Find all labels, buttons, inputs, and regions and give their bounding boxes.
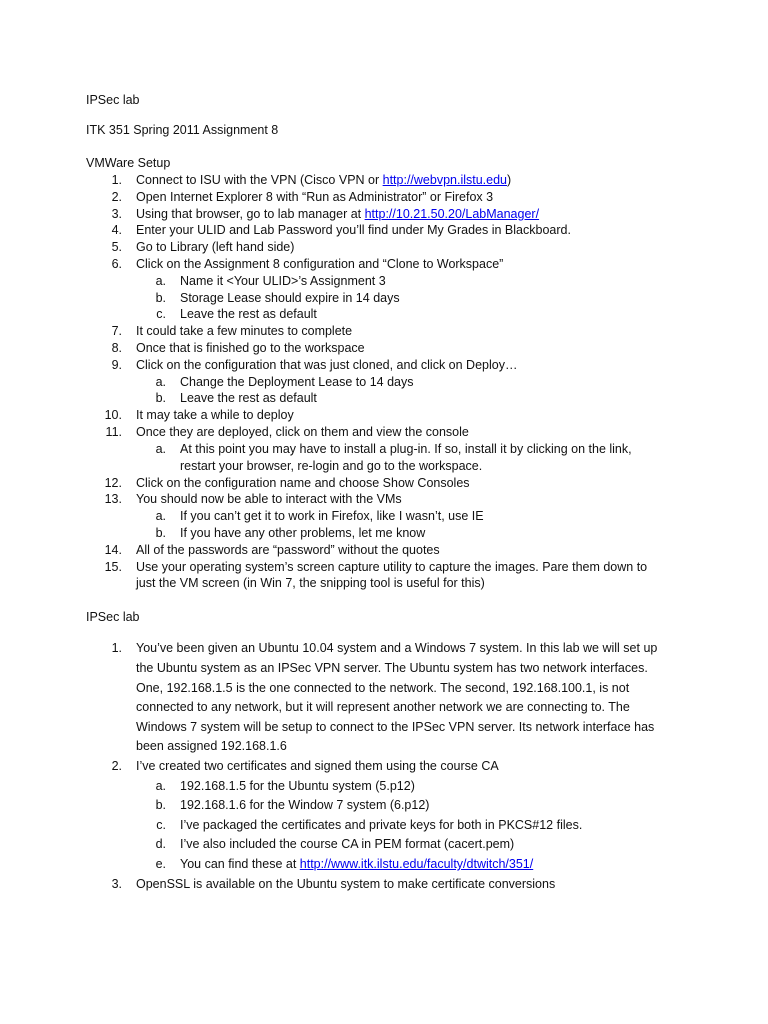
list-item-continued: connected to any network, but it will represent another network we are connecting to. The (136, 700, 630, 714)
list-item-continued: Windows 7 system will be setup to connect to the IPSec VPN server. Its network interface has (136, 720, 655, 734)
list-item (136, 206, 539, 222)
list-item-text: Connect to ISU with the VPN (Cisco VPN or (136, 173, 383, 187)
labmanager-link[interactable]: http://10.21.50.20/LabManager/ (364, 207, 540, 221)
list-number: 12. (104, 476, 122, 490)
list-item: You should now be able to interact with the VMs (136, 492, 402, 506)
sublist-item: I’ve also included the course CA in PEM format (cacert.pem) (180, 837, 515, 851)
list-item: I’ve created two certificates and signed them using the course CA (136, 759, 499, 773)
sublist-letter: a. (155, 779, 166, 793)
sublist-letter: b. (155, 291, 166, 305)
sublist-letter: a. (155, 274, 166, 288)
course-files-link[interactable]: http://www.itk.ilstu.edu/faculty/dtwitch/351/ (299, 857, 534, 871)
list-number: 13. (104, 492, 122, 506)
lab-heading: IPSec lab (86, 610, 140, 624)
list-item: It may take a while to deploy (136, 408, 294, 422)
list-item: It could take a few minutes to complete (136, 324, 353, 338)
list-number: 8. (111, 341, 122, 355)
list-item-continued: the Ubuntu system as an IPSec VPN server. The Ubuntu system has two network interfaces. (136, 661, 648, 675)
page-title: IPSec lab (86, 93, 140, 107)
sublist-item (180, 856, 533, 872)
sublist-item: I’ve packaged the certificates and private keys for both in PKCS#12 files. (180, 818, 583, 832)
list-item: Open Internet Explorer 8 with “Run as Administrator” or Firefox 3 (136, 190, 494, 204)
sublist-item: If you have any other problems, let me know (180, 526, 426, 540)
sublist-letter: e. (155, 857, 166, 871)
list-number: 3. (111, 877, 122, 891)
list-number: 4. (111, 223, 122, 237)
sublist-letter: b. (155, 798, 166, 812)
list-number: 11. (105, 425, 122, 439)
sublist-letter: d. (155, 837, 166, 851)
sublist-item: Leave the rest as default (180, 391, 317, 405)
list-number: 10. (104, 408, 122, 422)
list-item: You’ve been given an Ubuntu 10.04 system and a Windows 7 system. In this lab we will set up (136, 641, 658, 655)
sublist-item: Change the Deployment Lease to 14 days (180, 375, 414, 389)
list-item: Click on the configuration that was just cloned, and click on Deploy… (136, 358, 518, 372)
sublist-letter: a. (155, 442, 166, 456)
list-item: Use your operating system’s screen capture utility to capture the images. Pare them down to (136, 560, 648, 574)
list-item: Once that is finished go to the workspace (136, 341, 365, 355)
sublist-letter: a. (155, 375, 166, 389)
list-number: 14. (104, 543, 122, 557)
list-item (136, 172, 511, 188)
list-item-continued: One, 192.168.1.5 is the one connected to the network. The second, 192.168.100.1, is not (136, 681, 630, 695)
sublist-letter: a. (155, 509, 166, 523)
list-item: Once they are deployed, click on them and view the console (136, 425, 469, 439)
list-number: 2. (111, 190, 122, 204)
list-item: All of the passwords are “password” without the quotes (136, 543, 440, 557)
webvpn-link[interactable]: http://webvpn.ilstu.edu (382, 173, 508, 187)
list-item-text: Using that browser, go to lab manager at (136, 207, 365, 221)
sublist-item-text: You can find these at (180, 857, 300, 871)
sublist-letter: c. (156, 818, 166, 832)
list-item: Enter your ULID and Lab Password you’ll find under My Grades in Blackboard. (136, 223, 571, 237)
sublist-item: 192.168.1.6 for the Window 7 system (6.p12) (180, 798, 430, 812)
list-number: 1. (111, 173, 122, 187)
sublist-item: Storage Lease should expire in 14 days (180, 291, 400, 305)
list-number: 7. (111, 324, 122, 338)
sublist-item: If you can’t get it to work in Firefox, like I wasn’t, use IE (180, 509, 484, 523)
sublist-item: 192.168.1.5 for the Ubuntu system (5.p12) (180, 779, 415, 793)
list-item: Go to Library (left hand side) (136, 240, 295, 254)
sublist-item: At this point you may have to install a plug-in. If so, install it by clicking on the link, (180, 442, 632, 456)
list-number: 2. (111, 759, 122, 773)
list-number: 5. (111, 240, 122, 254)
sublist-letter: b. (155, 391, 166, 405)
assignment-subtitle: ITK 351 Spring 2011 Assignment 8 (86, 123, 279, 137)
sublist-item-continued: restart your browser, re-login and go to the workspace. (180, 459, 483, 473)
sublist-item: Leave the rest as default (180, 307, 317, 321)
setup-heading: VMWare Setup (86, 156, 171, 170)
list-item-continued: been assigned 192.168.1.6 (136, 739, 287, 753)
list-item-text: ) (507, 173, 512, 187)
list-number: 15. (104, 560, 122, 574)
list-number: 3. (111, 207, 122, 221)
list-item: OpenSSL is available on the Ubuntu system to make certificate conversions (136, 877, 556, 891)
list-item: Click on the Assignment 8 configuration and “Clone to Workspace” (136, 257, 504, 271)
list-item-continued: just the VM screen (in Win 7, the snipping tool is useful for this) (136, 576, 485, 590)
list-number: 6. (111, 257, 122, 271)
sublist-item: Name it <Your ULID>’s Assignment 3 (180, 274, 386, 288)
list-item: Click on the configuration name and choose Show Consoles (136, 476, 470, 490)
list-number: 1. (111, 641, 122, 655)
list-number: 9. (111, 358, 122, 372)
sublist-letter: c. (156, 307, 166, 321)
sublist-letter: b. (155, 526, 166, 540)
